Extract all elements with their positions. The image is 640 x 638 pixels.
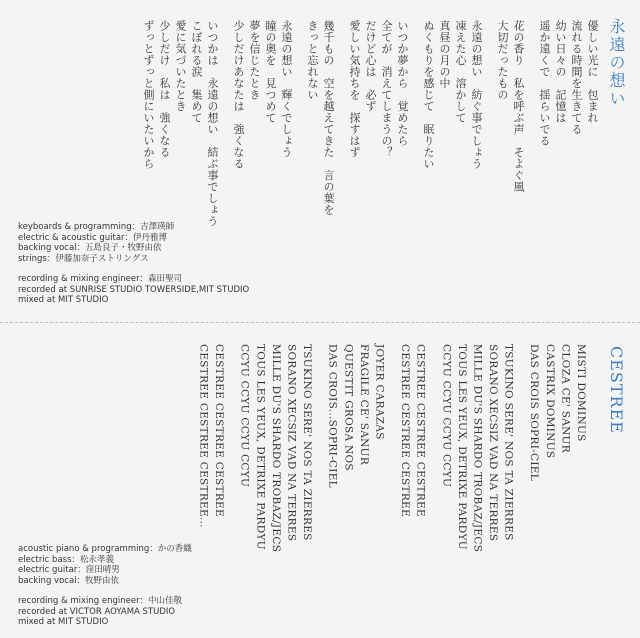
credit-line: backing vocal：五島良子・牧野由依 [18,243,162,253]
lyrics-stanza [236,344,314,634]
credit-line: acoustic piano & programming：かの香織 [18,544,192,554]
lyric-line: DAS CROIS...SOPRI-CIEL [326,344,339,488]
lyric-line: きっと忘れない [306,20,319,101]
lyric-line: 少しだけあなたは 強くなる [232,20,245,170]
lyrics-stanza [195,344,226,634]
lyric-line: 瞳の奥を 見つめて [264,20,277,124]
lyric-line: 全てが 消えてしまうの？ [380,20,393,158]
lyrics-stanza [346,20,410,310]
lyric-line: 永遠の想い 紡ぐ事でしょう [470,20,483,170]
lyric-line: TSUKINO SERE' NOS TA ZIERRES [301,344,314,541]
credit-line: recorded at VICTOR AOYAMA STUDIO [18,606,176,617]
lyrics-stanza [324,344,386,634]
lyric-line: いつか夢から 覚めたら [396,20,409,147]
lyric-line: ずっとずっと側にいたいから [142,20,155,170]
credit-line: electric bass：松永孝義 [18,554,115,565]
lyric-line: 凍えた心 溶かして [454,20,467,124]
lyric-line: 少しだけ 私は 強くなる [158,20,171,158]
lyric-line: 永遠の想い 輝くでしょう [280,20,293,158]
credit-line: recording & mixing engineer：中山佳敬 [18,596,183,606]
lyric-line: SORANO XECSIZ VAD NA TERRES [487,344,500,542]
credit-line: mixed at MIT STUDIO [18,295,109,305]
lyric-line: TSUKINO SERE' NOS TA ZIERRES [502,344,515,541]
lyric-line: 愛しい気持ちを 探すはず [348,20,361,158]
lyrics-stanza [494,20,526,310]
credit-line: electric & acoustic guitar：伊丹雅博 [18,232,168,243]
lyric-line: ぬくもりを感じて 眠りたい [422,20,435,170]
lyric-line: いつかは 永遠の想い 結ぶ事でしょう [206,20,219,227]
lyric-line: 真昼の月の中 [438,20,451,89]
lyrics-block [185,344,588,634]
lyrics-stanza [438,344,516,634]
lyric-line: 愛に気づいたとき [174,20,187,112]
lyric-line: CESTREE CESTREE CESTREE [414,344,427,517]
lyric-line: 優しい光に 包まれ [586,20,599,124]
lyric-line: 花の香り 私を呼ぶ声 そよぐ風 [512,20,525,193]
lyric-line: JOYER CARAZAS [373,344,386,440]
credit-line: mixed at MIT STUDIO [18,617,109,627]
lyric-line: 流れる時間を生きてる [570,20,583,135]
credits-block [18,544,192,628]
lyric-line: 大切だったもの [496,20,509,101]
credits-block [18,222,249,306]
lyrics-stanza [536,20,600,310]
lyric-line: QUESTIT GROSA NOS [342,344,355,471]
lyrics-stanza [420,20,484,310]
credit-line: backing vocal：牧野由依 [18,575,120,586]
credit-line: recording & mixing engineer：森田聖司 [18,274,183,284]
lyrics-stanza [396,344,427,634]
song-section-cestree [0,322,640,638]
song-title: 永遠の想い [607,18,626,108]
credit-line: keyboards & programming：吉澤瑛師 [18,222,175,232]
credits-spacer [18,264,249,274]
lyrics-stanza [526,344,588,634]
lyric-line: CCYU CCYU CCYU CCYU [238,344,251,488]
lyric-line: SORANO XECSIZ VAD NA TERRES [285,344,298,542]
lyric-line: CASTRIX DOMINUS [543,344,556,459]
lyric-line: 幾千もの 空を越えてきた 言の葉を [322,20,335,216]
song-title: CESTREE [607,346,626,434]
lyric-line: MILLE DU'S SHARDO TROBAZ/JECS [471,344,484,553]
lyric-line: 遥か遠くで 揺らいでる [538,20,551,147]
lyric-line: CESTREE CESTREE CESTREE [213,344,226,517]
lyric-line: CLOZA CE' SANUR [559,344,572,453]
lyric-line: MISTI DOMINUS [575,344,587,442]
lyric-line: CCYU CCYU CCYU CCYU [440,344,453,488]
lyric-line: こぼれる涙 集めて [190,20,203,124]
lyric-line: TOUS LES YEUX, DETRIXE PARDYU [254,344,267,550]
credit-line: electric guitar：窪田晴男 [18,565,120,575]
lyric-line: 夢を信じたとき [248,20,261,101]
credit-line: recorded at SUNRISE STUDIO TOWERSIDE,MIT STUDIO [18,284,250,295]
credit-line: strings：伊藤加奈子ストリングス [18,253,149,264]
lyric-line: CESTREE CESTREE CESTREE [399,344,412,517]
lyric-line: CESTREE CESTREE CESTREE... [197,344,210,528]
lyric-line: FRAGILE CE' SANUR [357,344,370,466]
lyric-line: 幼い日々の 記憶は [554,20,567,124]
lyric-line: TOUS LES YEUX, DETRIXE PARDYU [455,344,468,550]
lyrics-stanza [304,20,336,310]
lyric-line: DAS CROIS SOPRI-CIEL [528,344,541,482]
lyric-line: だけど心は 必ず [364,20,377,112]
lyric-line: MILLE DU'S SHARDO TROBAZ/JECS [269,344,282,553]
credits-spacer [18,586,192,596]
